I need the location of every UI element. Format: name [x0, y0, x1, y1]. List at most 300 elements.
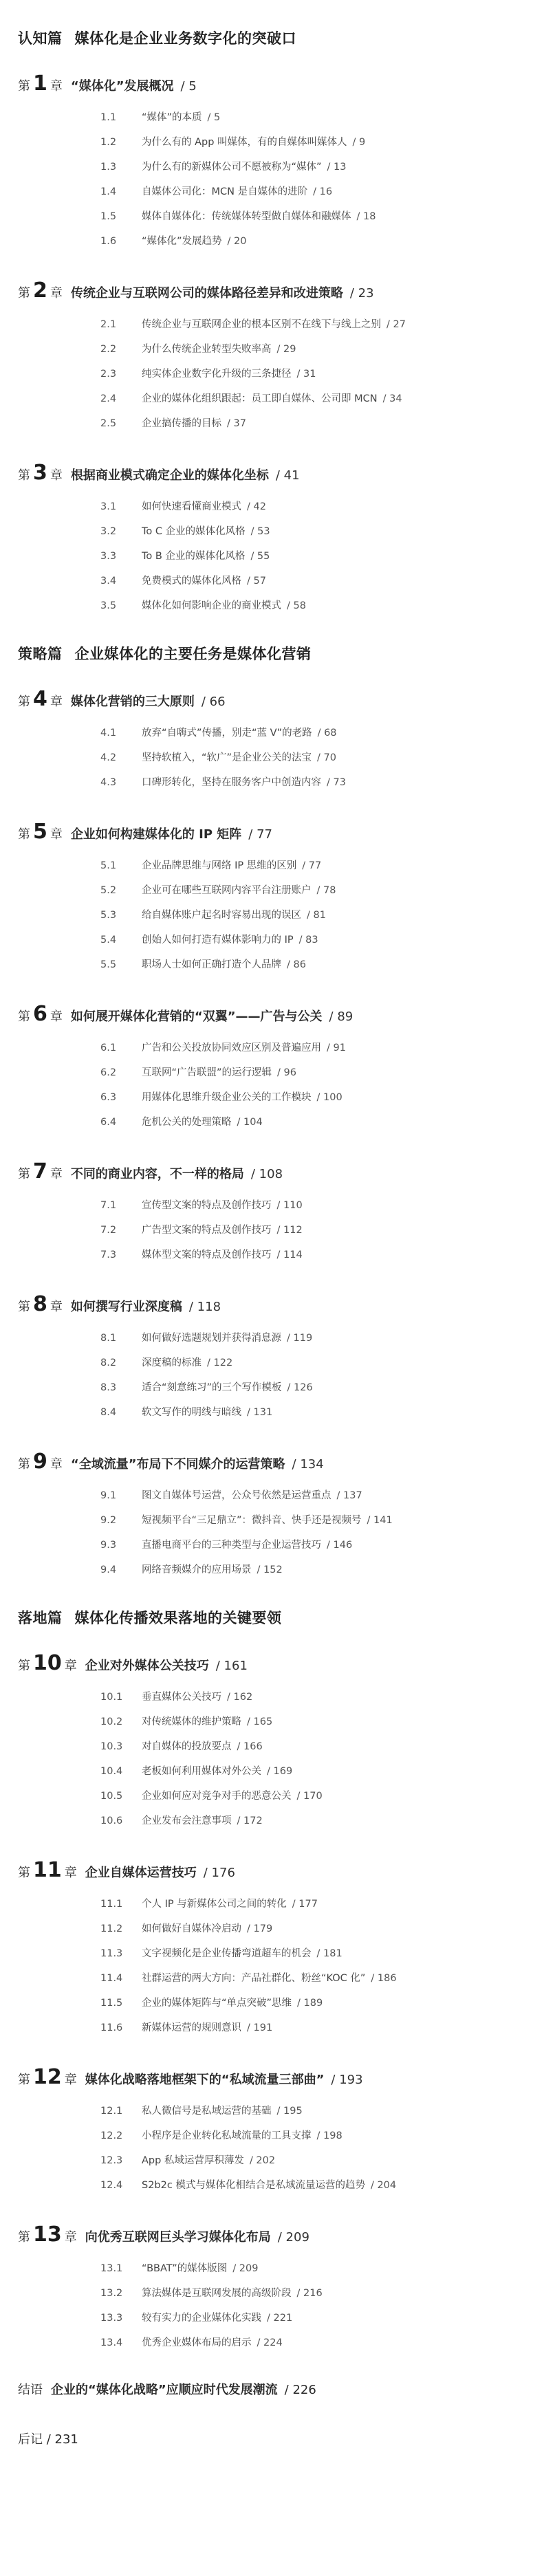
chapter-heading[interactable]	[18, 1292, 523, 1316]
chapter-prefix: 第	[18, 1009, 30, 1024]
section-number: 1.4	[100, 186, 117, 197]
section-title: 互联网“广告联盟”的运行逻辑	[142, 1067, 272, 1078]
section-title: 给自媒体账户起名时容易出现的误区	[142, 910, 301, 921]
section-entry[interactable]	[100, 1941, 523, 1966]
section-number: 8.2	[100, 1357, 117, 1368]
chapter-suffix: 章	[64, 2230, 77, 2245]
chapter-suffix: 章	[50, 1009, 63, 1024]
section-title: 文字视频化是企业传播弯道超车的机会	[142, 1948, 312, 1959]
section-number: 3.5	[100, 600, 117, 611]
section-page: / 53	[250, 526, 270, 537]
section-page: / 202	[249, 2155, 276, 2166]
chapter-heading[interactable]	[18, 72, 523, 96]
chapter-entry	[18, 1159, 523, 1267]
chapter-heading[interactable]	[18, 820, 523, 844]
section-title: 直播电商平台的三种类型与企业运营技巧	[142, 1540, 321, 1551]
section-page: / 55	[250, 551, 270, 562]
chapter-title: 企业对外媒体公关技巧	[85, 1659, 209, 1673]
section-number: 7.2	[100, 1225, 117, 1236]
section-page: / 122	[207, 1357, 233, 1368]
section-entry[interactable]	[100, 1710, 523, 1734]
section-number: 11.6	[100, 2022, 123, 2033]
section-number: 3.1	[100, 501, 117, 512]
chapter-page: / 209	[277, 2230, 309, 2245]
section-list	[100, 721, 523, 795]
section-list	[100, 1326, 523, 1425]
section-title: App 私域运营厚积薄发	[142, 2155, 244, 2166]
section-title: 图文自媒体号运营，公众号依然是运营重点	[142, 1490, 331, 1501]
section-entry[interactable]	[100, 1193, 523, 1218]
section-page: / 18	[356, 211, 376, 222]
section-page: / 179	[247, 1923, 273, 1934]
chapter-suffix: 章	[50, 695, 63, 709]
chapter-prefix: 第	[18, 1167, 30, 1181]
chapter-numeral: 5	[33, 820, 47, 844]
chapter-heading[interactable]	[18, 279, 523, 303]
section-page: / 81	[307, 910, 326, 921]
chapter-numeral: 11	[33, 1858, 62, 1882]
chapter-number	[18, 1450, 63, 1474]
section-page: / 114	[276, 1249, 303, 1260]
chapter-page: / 23	[349, 286, 374, 301]
section-title: 广告和公关投放协同效应区别及普遍应用	[142, 1043, 321, 1054]
chapter-title: 根据商业模式确定企业的媒体化坐标	[70, 468, 269, 483]
chapter-heading[interactable]	[18, 2223, 523, 2247]
section-entry[interactable]	[100, 155, 523, 179]
section-page: / 126	[287, 1382, 313, 1393]
section-entry[interactable]	[100, 2124, 523, 2148]
chapter-page: / 134	[292, 1457, 324, 1472]
chapter-entry	[18, 687, 523, 795]
chapter-number	[18, 2065, 77, 2089]
section-number: 6.2	[100, 1067, 117, 1078]
chapter-entry	[18, 1651, 523, 1833]
section-entry[interactable]	[100, 1892, 523, 1917]
section-entry[interactable]	[100, 1508, 523, 1533]
section-title: 放弃“自嗨式”传播，别走“蓝 V”的老路	[142, 728, 312, 739]
chapter-page: / 118	[188, 1300, 221, 1314]
section-page: / 216	[296, 2288, 323, 2299]
section-number: 5.1	[100, 860, 117, 871]
section-number: 11.4	[100, 1973, 123, 1984]
chapter-title: 如何撰写行业深度稿	[70, 1300, 182, 1314]
section-title: 为什么传统企业转型失败率高	[142, 344, 272, 355]
part-heading	[18, 643, 523, 664]
part-title: 媒体化传播效果落地的关键要领	[74, 1610, 282, 1626]
chapter-prefix: 第	[18, 468, 30, 483]
chapter-page: / 5	[180, 79, 197, 94]
section-number: 1.5	[100, 211, 117, 222]
section-entry[interactable]	[100, 1685, 523, 1710]
part-heading	[18, 1607, 523, 1628]
chapter-numeral: 1	[33, 72, 47, 96]
chapter-page: / 161	[215, 1659, 248, 1673]
section-entry[interactable]	[100, 179, 523, 204]
section-entry[interactable]	[100, 229, 523, 254]
section-list	[100, 853, 523, 977]
section-entry[interactable]	[100, 1085, 523, 1110]
chapter-entry	[18, 279, 523, 436]
chapter-prefix: 第	[18, 79, 30, 94]
section-entry[interactable]	[100, 494, 523, 519]
section-number: 8.1	[100, 1333, 117, 1344]
section-page: / 204	[370, 2180, 397, 2191]
section-entry[interactable]	[100, 745, 523, 770]
section-number: 11.5	[100, 1998, 123, 2009]
section-entry[interactable]	[100, 2281, 523, 2306]
section-page: / 119	[287, 1333, 313, 1344]
conclusion-label: 结语	[18, 2383, 43, 2397]
section-entry[interactable]	[100, 204, 523, 229]
chapter-page: / 89	[329, 1009, 353, 1024]
section-number: 6.1	[100, 1043, 117, 1054]
chapter-heading[interactable]	[18, 1858, 523, 1882]
chapter-heading[interactable]	[18, 1159, 523, 1183]
section-list	[100, 2256, 523, 2355]
part-heading	[18, 28, 523, 48]
section-entry[interactable]	[100, 2306, 523, 2331]
section-number: 1.6	[100, 236, 117, 247]
conclusion-entry[interactable]	[18, 2380, 523, 2398]
section-page: / 195	[276, 2106, 303, 2117]
section-page: / 104	[237, 1117, 263, 1128]
chapter-heading[interactable]	[18, 461, 523, 485]
section-number: 12.3	[100, 2155, 123, 2166]
section-title: 企业可在哪些互联网内容平台注册账户	[142, 885, 312, 896]
chapter-title: 不同的商业内容，不一样的格局	[70, 1167, 244, 1181]
chapter-title: 媒体化战略落地框架下的“私域流量三部曲”	[85, 2073, 325, 2087]
afterword-entry[interactable]: 后记 / 231	[18, 2432, 78, 2447]
part-label: 策略篇	[18, 646, 63, 662]
section-title: 小程序是企业转化私域流量的工具支撑	[142, 2130, 312, 2141]
section-list	[100, 1193, 523, 1267]
section-list	[100, 1036, 523, 1135]
section-list	[100, 494, 523, 618]
section-number: 11.2	[100, 1923, 123, 1934]
section-entry[interactable]	[100, 130, 523, 155]
section-entry[interactable]	[100, 1734, 523, 1759]
section-page: / 9	[352, 137, 366, 148]
section-page: / 112	[276, 1225, 303, 1236]
section-list	[100, 105, 523, 254]
chapter-suffix: 章	[50, 79, 63, 94]
section-entry[interactable]	[100, 105, 523, 130]
section-page: / 58	[287, 600, 306, 611]
section-number: 10.4	[100, 1766, 123, 1777]
chapter-entry	[18, 820, 523, 977]
section-title: 短视频平台“三足鼎立”：微抖音、快手还是视频号	[142, 1515, 362, 1526]
section-title: 自媒体公司化：MCN 是自媒体的进阶	[142, 186, 308, 197]
section-title: S2b2c 模式与媒体化相结合是私域流量运营的趋势	[142, 2180, 365, 2191]
section-entry[interactable]	[100, 1809, 523, 1833]
section-number: 1.3	[100, 162, 117, 173]
section-page: / 137	[336, 1490, 362, 1501]
chapter-numeral: 4	[33, 687, 47, 711]
section-entry[interactable]	[100, 411, 523, 436]
section-entry[interactable]	[100, 544, 523, 569]
section-entry[interactable]	[100, 1533, 523, 1558]
section-title: 为什么有的新媒体公司不愿被称为“媒体”	[142, 162, 322, 173]
section-page: / 5	[207, 112, 221, 123]
section-number: 2.2	[100, 344, 117, 355]
section-entry[interactable]	[100, 952, 523, 977]
chapter-numeral: 13	[33, 2223, 62, 2247]
chapter-prefix: 第	[18, 286, 30, 301]
section-number: 2.3	[100, 369, 117, 380]
chapter-heading[interactable]	[18, 687, 523, 711]
section-number: 9.1	[100, 1490, 117, 1501]
section-title: 媒体自媒体化：传统媒体转型做自媒体和融媒体	[142, 211, 351, 222]
section-entry[interactable]	[100, 1110, 523, 1135]
chapter-suffix: 章	[50, 1457, 63, 1472]
section-number: 10.2	[100, 1716, 123, 1727]
section-page: / 86	[287, 959, 306, 970]
chapter-prefix: 第	[18, 827, 30, 842]
section-entry[interactable]	[100, 1784, 523, 1809]
section-entry[interactable]	[100, 1243, 523, 1267]
section-list	[100, 1483, 523, 1582]
section-number: 4.2	[100, 752, 117, 763]
section-entry[interactable]	[100, 519, 523, 544]
chapter-prefix: 第	[18, 1300, 30, 1314]
section-entry[interactable]	[100, 569, 523, 593]
section-page: / 165	[247, 1716, 273, 1727]
chapter-entry	[18, 2223, 523, 2355]
section-page: / 68	[317, 728, 337, 739]
section-list	[100, 2099, 523, 2198]
section-entry[interactable]	[100, 1917, 523, 1941]
section-entry[interactable]	[100, 1991, 523, 2016]
section-title: 软文写作的明线与暗线	[142, 1407, 241, 1418]
section-page: / 31	[296, 369, 316, 380]
section-entry[interactable]	[100, 928, 523, 952]
section-entry[interactable]	[100, 853, 523, 878]
section-title: 新媒体运营的规则意识	[142, 2022, 241, 2033]
section-entry[interactable]	[100, 770, 523, 795]
section-number: 10.1	[100, 1692, 123, 1703]
chapter-numeral: 9	[33, 1450, 47, 1474]
chapter-prefix: 第	[18, 695, 30, 709]
chapter-title: 企业如何构建媒体化的 IP 矩阵	[70, 827, 242, 842]
chapter-numeral: 2	[33, 279, 47, 303]
chapter-heading[interactable]	[18, 1651, 523, 1675]
section-entry[interactable]	[100, 2173, 523, 2198]
chapter-prefix: 第	[18, 1457, 30, 1472]
section-list	[100, 1685, 523, 1833]
chapter-prefix: 第	[18, 2230, 30, 2245]
section-page: / 189	[297, 1998, 323, 2009]
section-entry[interactable]	[100, 2331, 523, 2355]
section-page: / 221	[267, 2313, 293, 2324]
section-page: / 191	[247, 2022, 273, 2033]
chapter-suffix: 章	[50, 286, 63, 301]
section-entry[interactable]	[100, 1060, 523, 1085]
section-number: 3.2	[100, 526, 117, 537]
chapter-numeral: 7	[33, 1159, 47, 1183]
section-entry[interactable]	[100, 1036, 523, 1060]
section-title: 如何做好选题规划并获得消息源	[142, 1333, 281, 1344]
section-title: 广告型文案的特点及创作技巧	[142, 1225, 272, 1236]
section-page: / 34	[382, 393, 402, 404]
section-title: 企业的媒体矩阵与“单点突破”思维	[142, 1998, 292, 2009]
section-entry[interactable]	[100, 1375, 523, 1400]
part-title: 媒体化是企业业务数字化的突破口	[74, 30, 296, 47]
section-entry[interactable]	[100, 2148, 523, 2173]
chapter-numeral: 10	[33, 1651, 62, 1675]
section-page: / 186	[371, 1973, 397, 1984]
section-title: 社群运营的两大方向：产品社群化、粉丝“KOC 化”	[142, 1973, 366, 1984]
section-number: 4.1	[100, 728, 117, 739]
section-page: / 91	[327, 1043, 346, 1054]
chapter-entry	[18, 1450, 523, 1582]
part-label: 落地篇	[18, 1610, 63, 1626]
section-page: / 110	[276, 1200, 303, 1211]
chapter-numeral: 6	[33, 1002, 47, 1026]
section-page: / 27	[387, 319, 406, 330]
section-number: 1.2	[100, 137, 117, 148]
chapter-entry	[18, 1292, 523, 1425]
section-number: 8.3	[100, 1382, 117, 1393]
section-number: 12.1	[100, 2106, 123, 2117]
section-title: 传统企业与互联网企业的根本区别不在线下与线上之别	[142, 319, 381, 330]
section-entry[interactable]	[100, 1351, 523, 1375]
section-title: 较有实力的企业媒体化实践	[142, 2313, 261, 2324]
section-page: / 131	[247, 1407, 273, 1418]
section-page: / 172	[237, 1815, 263, 1826]
chapter-heading[interactable]	[18, 1002, 523, 1026]
section-entry[interactable]	[100, 903, 523, 928]
section-title: 媒体型文案的特点及创作技巧	[142, 1249, 272, 1260]
section-page: / 224	[257, 2337, 283, 2348]
section-title: 私人微信号是私域运营的基础	[142, 2106, 272, 2117]
section-page: / 20	[227, 236, 247, 247]
section-title: 媒体化如何影响企业的商业模式	[142, 600, 281, 611]
chapter-numeral: 3	[33, 461, 47, 485]
section-entry[interactable]	[100, 312, 523, 337]
section-page: / 96	[277, 1067, 296, 1078]
section-title: 适合“刻意练习”的三个写作模板	[142, 1382, 282, 1393]
section-number: 13.4	[100, 2337, 123, 2348]
section-entry[interactable]	[100, 1966, 523, 1991]
section-page: / 166	[237, 1741, 263, 1752]
section-entry[interactable]	[100, 2099, 523, 2124]
chapter-page: / 66	[201, 695, 226, 709]
section-entry[interactable]	[100, 1558, 523, 1582]
chapter-number	[18, 461, 63, 485]
section-title: 为什么有的 App 叫媒体，有的自媒体叫媒体人	[142, 137, 347, 148]
chapter-title: 如何展开媒体化营销的“双翼”——广告与公关	[70, 1009, 323, 1024]
section-number: 11.3	[100, 1948, 123, 1959]
section-page: / 37	[227, 418, 246, 429]
conclusion-title: 企业的“媒体化战略”应顺应时代发展潮流	[51, 2383, 278, 2397]
chapter-heading[interactable]	[18, 1450, 523, 1474]
chapter-suffix: 章	[64, 2073, 77, 2087]
section-entry[interactable]	[100, 386, 523, 411]
section-title: 垂直媒体公关技巧	[142, 1692, 221, 1703]
section-title: 算法媒体是互联网发展的高级阶段	[142, 2288, 292, 2299]
section-number: 2.5	[100, 418, 117, 429]
section-entry[interactable]	[100, 337, 523, 362]
chapter-title: 向优秀互联网巨头学习媒体化布局	[85, 2230, 271, 2245]
chapter-entry	[18, 2065, 523, 2198]
chapter-prefix: 第	[18, 2073, 30, 2087]
chapter-entry	[18, 1002, 523, 1135]
conclusion-page: / 226	[284, 2383, 316, 2397]
section-number: 9.2	[100, 1515, 117, 1526]
chapter-page: / 193	[331, 2073, 363, 2087]
section-page: / 77	[302, 860, 322, 871]
chapter-prefix: 第	[18, 1866, 30, 1880]
section-entry[interactable]	[100, 1326, 523, 1351]
section-entry[interactable]	[100, 362, 523, 386]
section-title: 如何快速看懂商业模式	[142, 501, 241, 512]
chapter-suffix: 章	[50, 1167, 63, 1181]
section-page: / 162	[227, 1692, 253, 1703]
section-title: 坚持软植入，“软广”是企业公关的法宝	[142, 752, 312, 763]
part-title: 企业媒体化的主要任务是媒体化营销	[74, 646, 312, 662]
section-list	[100, 312, 523, 436]
section-title: 企业品牌思维与网络 IP 思维的区别	[142, 860, 297, 871]
chapter-number	[18, 1651, 77, 1675]
chapter-page: / 108	[250, 1167, 283, 1181]
section-number: 13.1	[100, 2263, 123, 2274]
section-page: / 198	[316, 2130, 342, 2141]
section-page: / 177	[292, 1899, 318, 1910]
section-title: 优秀企业媒体布局的启示	[142, 2337, 252, 2348]
chapter-heading[interactable]	[18, 2065, 523, 2089]
section-title: 对自媒体的投放要点	[142, 1741, 232, 1752]
section-page: / 169	[267, 1766, 293, 1777]
section-entry[interactable]	[100, 1759, 523, 1784]
section-number: 2.1	[100, 319, 117, 330]
section-title: 老板如何利用媒体对外公关	[142, 1766, 261, 1777]
chapter-number	[18, 1858, 77, 1882]
section-page: / 170	[296, 1791, 323, 1802]
section-number: 3.3	[100, 551, 117, 562]
section-entry[interactable]	[100, 1400, 523, 1425]
section-title: “媒体”的本质	[142, 112, 202, 123]
section-title: 纯实体企业数字化升级的三条捷径	[142, 369, 292, 380]
chapter-entry	[18, 461, 523, 618]
chapter-suffix: 章	[50, 468, 63, 483]
section-number: 8.4	[100, 1407, 117, 1418]
section-entry[interactable]	[100, 2256, 523, 2281]
section-title: 网络音频媒介的应用场景	[142, 1564, 252, 1575]
chapter-number	[18, 820, 63, 844]
section-entry[interactable]	[100, 593, 523, 618]
section-number: 11.1	[100, 1899, 123, 1910]
section-title: 免费模式的媒体化风格	[142, 576, 241, 587]
chapter-number	[18, 687, 63, 711]
section-title: 深度稿的标准	[142, 1357, 202, 1368]
section-page: / 146	[327, 1540, 353, 1551]
section-title: 创始人如何打造有媒体影响力的 IP	[142, 935, 294, 946]
section-page: / 141	[367, 1515, 393, 1526]
chapter-page: / 41	[275, 468, 300, 483]
section-number: 7.3	[100, 1249, 117, 1260]
section-number: 13.2	[100, 2288, 123, 2299]
chapter-number	[18, 72, 63, 96]
section-title: 用媒体化思维升级企业公关的工作模块	[142, 1092, 312, 1103]
section-entry[interactable]	[100, 1483, 523, 1508]
section-entry[interactable]	[100, 2016, 523, 2040]
section-entry[interactable]	[100, 1218, 523, 1243]
section-number: 10.3	[100, 1741, 123, 1752]
section-page: / 16	[313, 186, 333, 197]
section-page: / 70	[317, 752, 336, 763]
section-entry[interactable]	[100, 878, 523, 903]
section-entry[interactable]	[100, 721, 523, 745]
